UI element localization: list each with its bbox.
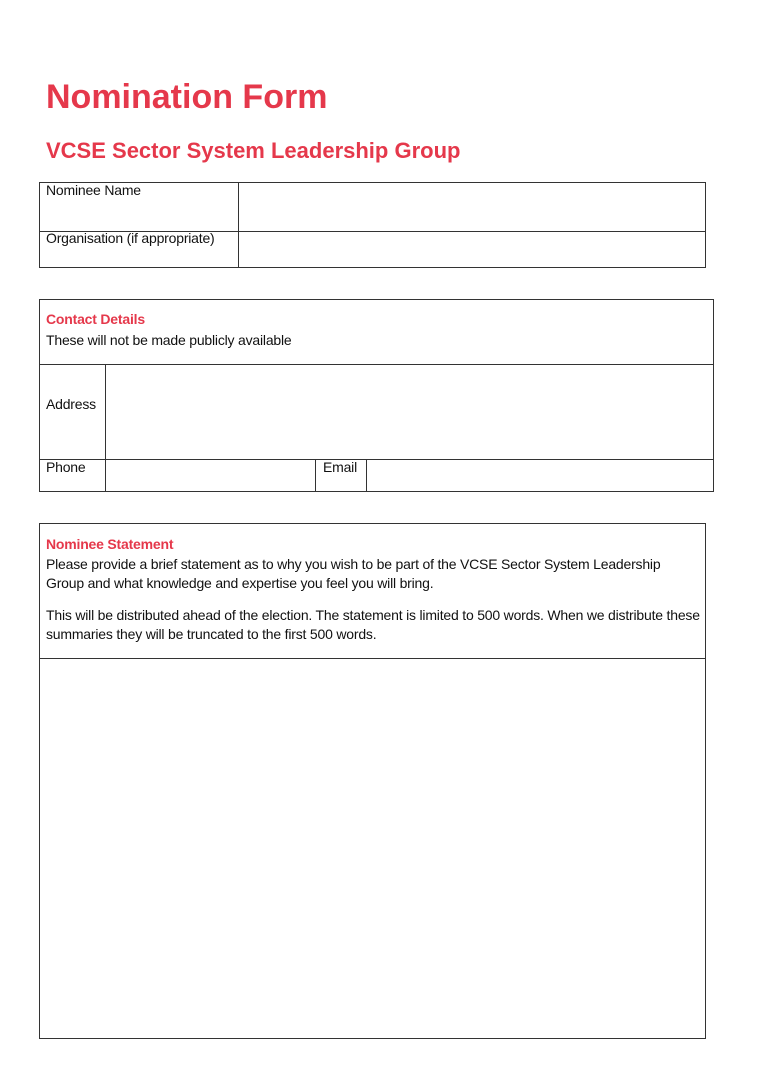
- address-label: Address: [46, 396, 96, 412]
- statement-heading: Nominee Statement: [46, 536, 174, 552]
- address-field[interactable]: [106, 365, 713, 459]
- phone-field[interactable]: [106, 460, 315, 491]
- statement-field[interactable]: [40, 659, 705, 1038]
- page-subtitle: VCSE Sector System Leadership Group: [46, 138, 461, 163]
- email-label: Email: [323, 459, 358, 475]
- organisation-field[interactable]: [239, 232, 705, 267]
- organisation-label: Organisation (if appropriate): [46, 230, 215, 246]
- email-field[interactable]: [367, 460, 713, 491]
- contact-heading: Contact Details: [46, 311, 145, 327]
- contact-note: These will not be made publicly available: [46, 332, 292, 348]
- page-title: Nomination Form: [46, 78, 328, 116]
- nominee-name-label: Nominee Name: [46, 182, 141, 198]
- nominee-name-field[interactable]: [239, 183, 705, 231]
- phone-label: Phone: [46, 459, 86, 475]
- divider: [315, 459, 316, 492]
- statement-note: This will be distributed ahead of the election. The statement is limited to 500 words. When we distribute these summaries they will be truncated to the first 500 words.: [46, 607, 700, 642]
- statement-instructions: Please provide a brief statement as to why you wish to be part of the VCSE Sector System Leadership Group and what knowledge and expertise you feel you will bring.: [46, 556, 661, 591]
